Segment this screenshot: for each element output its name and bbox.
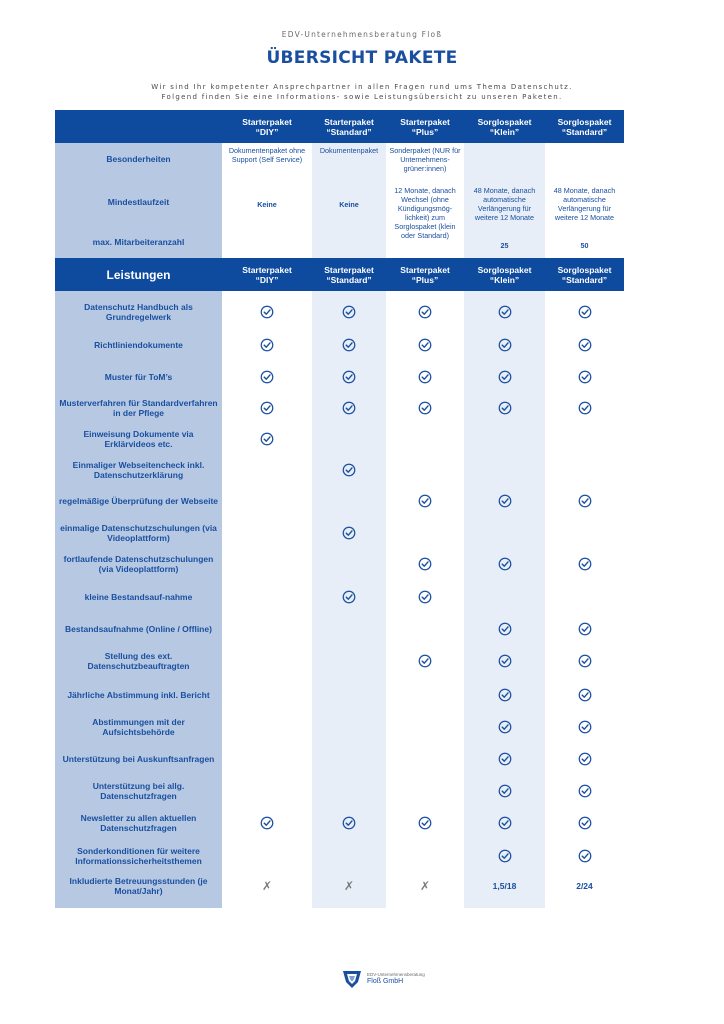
check-circle-icon xyxy=(578,688,592,702)
check-cell xyxy=(312,330,386,360)
cross-icon: ✗ xyxy=(343,878,355,893)
check-cell xyxy=(464,486,545,516)
mindestlaufzeit-cell: Keine xyxy=(257,200,277,209)
service-label: Bestandsaufnahme (Online / Offline) xyxy=(65,623,212,634)
check-cell xyxy=(386,330,464,360)
check-cell xyxy=(312,582,386,612)
mindestlaufzeit-label: Mindestlaufzeit xyxy=(107,196,170,207)
check-cell xyxy=(464,646,545,676)
package-header-name: Sorglospaket xyxy=(477,116,532,127)
mitarbeiter-cell xyxy=(386,238,464,252)
service-label: fortlaufende Datenschutzschulungen (via Videoplattform) xyxy=(63,553,214,574)
check-circle-icon xyxy=(260,432,274,446)
check-circle-icon xyxy=(578,720,592,734)
check-cell xyxy=(312,297,386,327)
cross-icon: ✗ xyxy=(261,878,273,893)
check-circle-icon xyxy=(498,305,512,319)
check-cell xyxy=(545,330,624,360)
check-cell xyxy=(464,362,545,392)
package-header-name: Sorglospaket xyxy=(557,116,612,127)
service-package-header-name: Starterpaket xyxy=(400,264,450,275)
logo-small-text: EDV-Unternehmensberatung xyxy=(367,972,425,977)
besonderheiten-cell xyxy=(467,146,542,182)
service-label: Muster für ToM’s xyxy=(104,371,173,382)
check-circle-icon xyxy=(418,816,432,830)
check-circle-icon xyxy=(578,494,592,508)
check-cell xyxy=(312,518,386,548)
check-circle-icon xyxy=(418,654,432,668)
check-cell xyxy=(545,393,624,423)
hours-value: 2/24 xyxy=(576,880,593,891)
cross-icon: ✗ xyxy=(419,878,431,893)
check-circle-icon xyxy=(498,752,512,766)
package-header-sub: “DIY” xyxy=(255,126,279,137)
service-label: Richtliniendokumente xyxy=(94,339,183,350)
service-label: Musterverfahren für Standardverfahren in der Pflege xyxy=(59,397,218,418)
check-cell xyxy=(464,614,545,644)
service-label: Einweisung Dokumente via Erklärvideos etc. xyxy=(83,428,194,449)
check-circle-icon xyxy=(578,816,592,830)
check-cell xyxy=(386,549,464,579)
service-package-header-sub: “DIY” xyxy=(255,274,279,285)
intro-line-1: Wir sind Ihr kompetenter Ansprechpartner in allen Fragen rund ums Thema Datenschutz. xyxy=(151,83,573,91)
check-circle-icon xyxy=(342,590,356,604)
check-cell xyxy=(464,330,545,360)
check-circle-icon xyxy=(578,401,592,415)
besonderheiten-cell xyxy=(548,146,621,182)
mitarbeiter-cell: 25 xyxy=(500,240,509,250)
mitarbeiter-label: max. Mitarbeiteranzahl xyxy=(92,236,185,247)
mindestlaufzeit-cell: Keine xyxy=(339,200,359,209)
check-cell xyxy=(386,393,464,423)
check-circle-icon xyxy=(418,338,432,352)
service-package-header-2 xyxy=(312,258,386,291)
check-circle-icon xyxy=(578,752,592,766)
check-circle-icon xyxy=(498,816,512,830)
service-package-header-5 xyxy=(545,258,624,291)
service-package-header-name: Sorglospaket xyxy=(557,264,612,275)
service-label: Newsletter zu allen aktuellen Datenschutzfragen xyxy=(80,812,197,833)
check-circle-icon xyxy=(418,305,432,319)
service-package-header-sub: “Plus” xyxy=(411,274,439,285)
check-circle-icon xyxy=(342,526,356,540)
check-circle-icon xyxy=(498,370,512,384)
service-package-header-sub: “Klein” xyxy=(489,274,520,285)
check-circle-icon xyxy=(418,401,432,415)
check-circle-icon xyxy=(418,590,432,604)
check-circle-icon xyxy=(578,784,592,798)
check-cell xyxy=(464,776,545,806)
check-cell xyxy=(545,362,624,392)
package-header-5 xyxy=(545,110,624,143)
package-header-1 xyxy=(222,110,312,143)
check-cell xyxy=(386,646,464,676)
besonderheiten-cell: Dokumentenpaket xyxy=(319,146,379,155)
check-circle-icon xyxy=(342,401,356,415)
check-circle-icon xyxy=(578,338,592,352)
intro-line-2: Folgend finden Sie eine Informations- sowie Leistungsübersicht zu unseren Paketen. xyxy=(161,93,563,101)
check-circle-icon xyxy=(498,654,512,668)
check-cell xyxy=(386,808,464,838)
besonderheiten-label: Besonderheiten xyxy=(106,153,171,164)
hours-value: 1,5/18 xyxy=(492,880,517,891)
check-cell xyxy=(464,680,545,710)
service-package-header-4 xyxy=(464,258,545,291)
check-circle-icon xyxy=(498,849,512,863)
package-header-sub: “Standard” xyxy=(326,126,372,137)
mindestlaufzeit-cell: 12 Monate, danach Wechsel (ohne Kündigungsmög-lichkeit) zum Sorglospaket (klein oder Standard) xyxy=(394,186,456,240)
package-header-name: Starterpaket xyxy=(324,116,374,127)
check-circle-icon xyxy=(418,370,432,384)
service-package-header-sub: “Standard” xyxy=(561,274,608,285)
service-package-header-3 xyxy=(386,258,464,291)
shield-logo-icon xyxy=(341,968,363,990)
check-cell xyxy=(464,393,545,423)
leistungen-label: Leistungen xyxy=(106,267,171,282)
package-header-2 xyxy=(312,110,386,143)
besonderheiten-cell: Sonderpaket (NUR für Unternehmens-grüner:innen) xyxy=(389,146,461,173)
mindestlaufzeit-cell: 48 Monate, danach automatische Verlängerung für weitere 12 Monate xyxy=(473,186,536,222)
mitarbeiter-cell xyxy=(222,238,312,252)
service-label: Unterstützung bei Auskunftsanfragen xyxy=(62,753,215,764)
service-label: Abstimmungen mit der Aufsichtsbehörde xyxy=(92,716,185,737)
check-circle-icon xyxy=(260,401,274,415)
check-circle-icon xyxy=(578,622,592,636)
package-header-sub: “Plus” xyxy=(411,126,439,137)
package-header-name: Starterpaket xyxy=(400,116,450,127)
check-circle-icon xyxy=(498,557,512,571)
service-label: einmalige Datenschutzschulungen (via Videoplattform) xyxy=(60,522,217,543)
mitarbeiter-cell xyxy=(312,238,386,252)
package-header-sub: “Standard” xyxy=(561,126,608,137)
check-circle-icon xyxy=(498,784,512,798)
check-circle-icon xyxy=(498,401,512,415)
package-header-3 xyxy=(386,110,464,143)
check-cell xyxy=(545,712,624,742)
service-label: Jährliche Abstimmung inkl. Bericht xyxy=(67,689,210,700)
check-circle-icon xyxy=(260,338,274,352)
check-cell xyxy=(464,841,545,871)
check-circle-icon xyxy=(418,557,432,571)
check-cell xyxy=(386,486,464,516)
logo-large-text: Floß GmbH xyxy=(367,978,404,985)
check-circle-icon xyxy=(342,338,356,352)
check-circle-icon xyxy=(498,720,512,734)
check-circle-icon xyxy=(418,494,432,508)
service-package-header-name: Sorglospaket xyxy=(477,264,532,275)
check-cell xyxy=(545,486,624,516)
besonderheiten-cell: Dokumentenpaket ohne Support (Self Service) xyxy=(228,146,306,164)
check-cell xyxy=(464,297,545,327)
check-cell xyxy=(545,614,624,644)
check-circle-icon xyxy=(260,305,274,319)
check-circle-icon xyxy=(578,557,592,571)
check-cell xyxy=(312,362,386,392)
check-cell xyxy=(464,744,545,774)
service-package-header-name: Starterpaket xyxy=(242,264,292,275)
check-cell xyxy=(545,744,624,774)
check-circle-icon xyxy=(498,338,512,352)
service-label: Sonderkonditionen für weitere Informationssicherheitsthemen xyxy=(75,845,202,866)
check-cell xyxy=(222,808,312,838)
package-header-name: Starterpaket xyxy=(242,116,292,127)
check-cell xyxy=(464,808,545,838)
package-header-sub: “Klein” xyxy=(489,126,520,137)
check-circle-icon xyxy=(342,816,356,830)
service-label: kleine Bestandsauf-nahme xyxy=(84,591,193,602)
check-cell xyxy=(312,393,386,423)
service-label: regelmäßige Überprüfung der Webseite xyxy=(59,495,219,506)
service-package-header-name: Starterpaket xyxy=(324,264,374,275)
check-cell xyxy=(222,297,312,327)
check-cell xyxy=(386,297,464,327)
check-circle-icon xyxy=(498,622,512,636)
check-cell xyxy=(222,424,312,454)
check-cell xyxy=(222,362,312,392)
service-label: Datenschutz Handbuch als Grundregelwerk xyxy=(84,301,193,322)
check-cell xyxy=(312,808,386,838)
hours-label: Inkludierte Betreuungsstunden (je Monat/Jahr) xyxy=(69,875,208,896)
check-circle-icon xyxy=(342,370,356,384)
check-cell xyxy=(464,549,545,579)
intro-text xyxy=(0,82,724,102)
check-cell xyxy=(545,680,624,710)
page-title: ÜBERSICHT PAKETE xyxy=(266,48,458,68)
check-cell xyxy=(545,297,624,327)
check-circle-icon xyxy=(498,494,512,508)
service-label: Unterstützung bei allg. Datenschutzfragen xyxy=(92,780,185,801)
service-package-header-1 xyxy=(222,258,312,291)
check-cell xyxy=(312,455,386,485)
check-circle-icon xyxy=(498,688,512,702)
check-circle-icon xyxy=(578,849,592,863)
check-cell xyxy=(222,330,312,360)
service-package-header-sub: “Standard” xyxy=(326,274,372,285)
check-circle-icon xyxy=(342,305,356,319)
check-cell xyxy=(545,841,624,871)
check-cell xyxy=(222,393,312,423)
check-cell xyxy=(545,646,624,676)
check-circle-icon xyxy=(260,370,274,384)
mindestlaufzeit-cell: 48 Monate, danach automatische Verlängerung für weitere 12 Monate xyxy=(553,186,616,222)
check-cell xyxy=(386,362,464,392)
service-label: Stellung des ext. Datenschutzbeauftragten xyxy=(87,650,190,671)
check-cell xyxy=(464,712,545,742)
check-circle-icon xyxy=(260,816,274,830)
check-cell xyxy=(545,808,624,838)
check-circle-icon xyxy=(578,305,592,319)
service-label: Einmaliger Webseitencheck inkl. Datenschutzerklärung xyxy=(72,459,205,480)
check-circle-icon xyxy=(342,463,356,477)
check-cell xyxy=(545,549,624,579)
mitarbeiter-cell: 50 xyxy=(580,240,589,250)
check-circle-icon xyxy=(578,654,592,668)
check-circle-icon xyxy=(578,370,592,384)
check-cell xyxy=(386,582,464,612)
logo-text xyxy=(367,972,425,986)
footer-logo xyxy=(341,968,425,990)
check-cell xyxy=(545,776,624,806)
package-header-4 xyxy=(464,110,545,143)
company-name: EDV-Unternehmensberatung Floß xyxy=(281,30,443,39)
